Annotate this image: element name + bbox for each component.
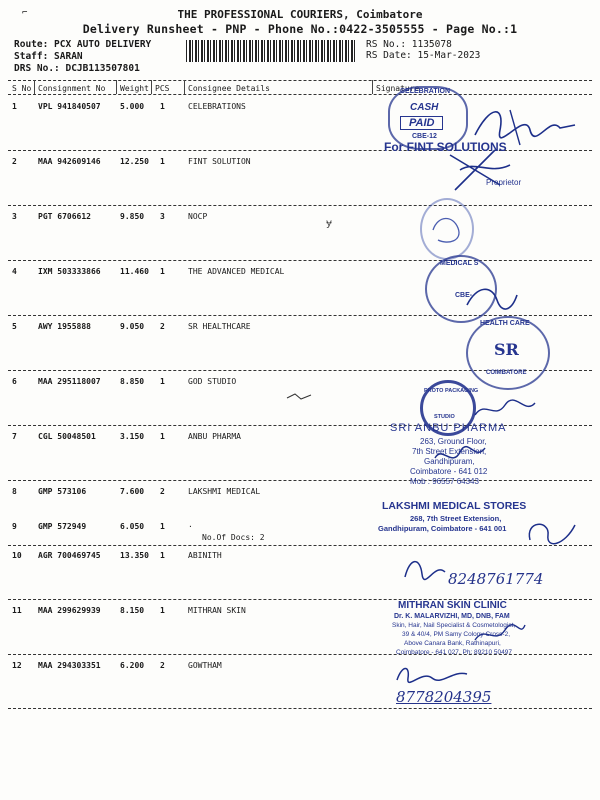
col-sep [116, 80, 117, 94]
row-consignment: VPL 941840507 [38, 102, 101, 111]
row-consignment: MAA 942609146 [38, 157, 101, 166]
row-pcs: 1 [160, 522, 165, 531]
lakshmi-stamp-line: 268, 7th Street Extension, [410, 514, 502, 523]
row-pcs: 1 [160, 551, 165, 560]
row-divider [8, 480, 592, 481]
signature-11 [470, 620, 530, 650]
stamp-text: PAID [400, 116, 443, 130]
row-pcs: 1 [160, 377, 165, 386]
mithran-stamp-line: 39 & 40/4, PM Samy Colony Cross-2, [402, 631, 511, 638]
header-rule-bottom [8, 94, 592, 95]
row-sno: 1 [12, 102, 17, 111]
row-sno: 4 [12, 267, 17, 276]
row-consignment: AWY 1955888 [38, 322, 91, 331]
stamp-text: CBE- [455, 292, 473, 299]
row-sno: 6 [12, 377, 17, 386]
row-weight: 9.050 [120, 322, 145, 331]
fint-stamp: For FINT SOLUTIONS [384, 140, 507, 154]
row-pcs: 1 [160, 606, 165, 615]
signature-2 [440, 145, 520, 195]
mithran-stamp-line: Coimbatore - 641 027. Ph: 89210 50497 [396, 649, 513, 656]
row-consignee: THE ADVANCED MEDICAL [188, 267, 285, 276]
row-consignment: MAA 299629939 [38, 606, 101, 615]
col-header-signature: Signature [376, 84, 420, 93]
pen-scribble [285, 390, 315, 402]
row-consignee: ANBU PHARMA [188, 432, 241, 441]
row-weight: 7.600 [120, 487, 145, 496]
row-sno: 5 [12, 322, 17, 331]
mithran-stamp-line: Dr. K. MALARVIZHI, MD, DNB, FAM [394, 613, 510, 620]
row-pcs: 2 [160, 322, 165, 331]
col-header-consignee: Consignee Details [188, 84, 270, 93]
row-divider [8, 545, 592, 546]
signature-8 [520, 515, 580, 550]
row-consignment: GMP 573106 [38, 487, 87, 496]
row-weight: 3.150 [120, 432, 145, 441]
row-sno: 12 [12, 661, 22, 670]
row-divider [8, 708, 592, 709]
row-weight: 11.460 [120, 267, 149, 276]
col-header-consignment: Consignment No [38, 84, 106, 93]
row-pcs: 1 [160, 102, 165, 111]
row-pcs: 3 [160, 212, 165, 221]
lakshmi-stamp-name: LAKSHMI MEDICAL STORES [382, 500, 527, 512]
stamp-text: STUDIO [434, 414, 455, 420]
docs-count: No.Of Docs: 2 [202, 533, 265, 542]
row-consignee: FINT SOLUTION [188, 157, 251, 166]
row-weight: 8.150 [120, 606, 145, 615]
col-header-pcs: PCS [155, 84, 170, 93]
drs-number: DRS No.: DCJB113507801 [14, 63, 140, 74]
signature-7 [430, 440, 490, 470]
fint-stamp-proprietor: Proprietor [486, 178, 522, 187]
anbu-stamp-line: 7th Street Extension, [412, 447, 487, 456]
corner-mark: ⌐ [22, 8, 28, 18]
row-pcs: 2 [160, 661, 165, 670]
row-consignee: GOWTHAM [188, 661, 222, 670]
company-title: THE PROFESSIONAL COURIERS, Coimbatore [177, 8, 423, 21]
signature-6 [470, 395, 540, 425]
row-weight: 6.200 [120, 661, 145, 670]
row-consignee: SR HEALTHCARE [188, 322, 251, 331]
row-weight: 6.050 [120, 522, 145, 531]
row-consignee: GOD STUDIO [188, 377, 237, 386]
mithran-stamp-line: Above Canara Bank, Rathinapuri, [404, 640, 501, 647]
row-weight: 12.250 [120, 157, 149, 166]
row-sno: 2 [12, 157, 17, 166]
row-divider [8, 260, 592, 261]
row-weight: 13.350 [120, 551, 149, 560]
row-pcs: 2 [160, 487, 165, 496]
row-pcs: 1 [160, 267, 165, 276]
row-consignee: NOCP [188, 212, 208, 221]
barcode [186, 40, 356, 62]
pen-mark: ɏ [326, 218, 333, 229]
row-sno: 11 [12, 606, 22, 615]
row-consignment: GMP 572949 [38, 522, 87, 531]
row-consignment: MAA 294303351 [38, 661, 101, 670]
col-sep [184, 80, 185, 94]
rs-number: RS No.: 1135078 [366, 39, 452, 50]
runsheet-subtitle: Delivery Runsheet - PNP - Phone No.:0422-3505555 - Page No.:1 [82, 22, 518, 36]
stamp-text: CBE-12 [412, 133, 437, 140]
col-sep [372, 80, 373, 94]
col-sep [151, 80, 152, 94]
anbu-stamp-line: Coimbatore - 641 012 [410, 467, 488, 476]
rs-date: RS Date: 15-Mar-2023 [366, 50, 481, 61]
row-weight: 9.850 [120, 212, 145, 221]
stamp-text: HEALTH CARE [480, 320, 530, 327]
anbu-stamp-name: SRI ANBU PHARMA [390, 422, 507, 434]
signature-4 [462, 280, 522, 320]
anbu-stamp-line: Mob : 96557 64343 [410, 477, 479, 486]
signature-3 [428, 210, 468, 250]
row-sno: 8 [12, 487, 17, 496]
row-pcs: 1 [160, 432, 165, 441]
signature-10 [400, 552, 450, 587]
col-header-sno: S No [12, 84, 32, 93]
row-consignee: MITHRAN SKIN [188, 606, 246, 615]
staff-label: Staff: SARAN [14, 51, 83, 62]
row-weight: 8.850 [120, 377, 145, 386]
runsheet-page: THE PROFESSIONAL COURIERS, Coimbatore Delivery Runsheet - PNP - Phone No.:0422-3505555 - Page No.:1 Route: PCX AUTO DELIVERY Staff: SARAN DRS No.: DCJB113507801 RS No.: 1135078 RS Date: 15-Mar-2023 S No Consignment No Weight PCS Consignee Details Signature 1 VPL 941840507 5.000 1 CELEBRATIONS 2 MAA 942609146 12.250 1 FINT SOLUTION 3 PGT 6706612 9.850 3 NOCP 4 IXM 503333866 11.460 1 THE ADVANCED MEDICAL 5 AWY 1955888 9.050 2 SR HEALTHCARE 6 MAA 295118007 8.850 1 GOD STUDIO 7 CGL 50048501 3.150 1 ANBU PHARMA 8 GMP 573106 7.600 2 LAKSHMI MEDICAL 9 GMP 572949 6.050 1 . No.Of Docs: 2 10 AGR 700469745 13.350 1 ABINITH 11 MAA 299629939 8.150 1 MITHRAN SKIN 12 MAA 294303351 6.200 2 GOWTHAM CELEBRATION CASH PAID CBE-12 For FINT SOLUTIONS Proprietor MEDICAL S CBE- HEALTH CARE SR COIMBATORE PROTO PACKAGING STUDIO SRI ANBU PHARMA 263, Ground Floor, 7th Street Extension, Gandhipuram, Coimbatore - 641 012 Mob : 96557 64343 LAKSHMI MEDICAL STORES 268, 7th Street Extension, Gandhipuram, Coimbatore - 641 001 8248761774 MITHRAN SKIN CLINIC Dr. K. MALARVIZHI, MD, DNB, FAM Skin, Hair, Nail Specialist & Cosmetologist, 39 & 40/4, PM Samy Colony Cross-2, Above Canara Bank, Rathinapuri, Coimbatore - 641 027. Ph: 89210 50497 8778204395 ɏ ⌐ [0, 0, 600, 800]
row-pcs: 1 [160, 157, 165, 166]
row-sno: 10 [12, 551, 22, 560]
handwritten-phone-12: 8778204395 [396, 688, 492, 706]
anbu-stamp-line: 263, Ground Floor, [420, 437, 487, 446]
row-sno: 3 [12, 212, 17, 221]
row-divider [8, 205, 592, 206]
row-consignment: MAA 295118007 [38, 377, 101, 386]
stamp-text: MEDICAL S [440, 260, 479, 267]
stamp-text: COIMBATORE [486, 370, 527, 376]
row-consignment: PGT 6706612 [38, 212, 91, 221]
lakshmi-stamp-line: Gandhipuram, Coimbatore - 641 001 [378, 524, 507, 533]
signature-12 [392, 660, 472, 690]
row-consignee: CELEBRATIONS [188, 102, 246, 111]
route-label: Route: PCX AUTO DELIVERY [14, 39, 152, 50]
mithran-stamp-name: MITHRAN SKIN CLINIC [398, 600, 507, 611]
handwritten-phone-10: 8248761774 [448, 570, 544, 588]
row-weight: 5.000 [120, 102, 145, 111]
row-consignment: CGL 50048501 [38, 432, 96, 441]
anbu-stamp-line: Gandhipuram, [424, 457, 475, 466]
stamp-text: CELEBRATION [400, 88, 451, 95]
row-sno: 7 [12, 432, 17, 441]
mithran-stamp-line: Skin, Hair, Nail Specialist & Cosmetologist, [392, 622, 516, 629]
col-header-weight: Weight [120, 84, 149, 93]
row-consignee: LAKSHMI MEDICAL [188, 487, 261, 496]
row-consignee: . [188, 520, 193, 529]
col-sep [34, 80, 35, 94]
row-consignee: ABINITH [188, 551, 222, 560]
row-consignment: AGR 700469745 [38, 551, 101, 560]
stamp-text: PROTO PACKAGING [424, 388, 479, 394]
stamp-text: CASH [410, 102, 439, 113]
header-rule-top [8, 80, 592, 81]
row-sno: 9 [12, 522, 17, 531]
row-consignment: IXM 503333866 [38, 267, 101, 276]
